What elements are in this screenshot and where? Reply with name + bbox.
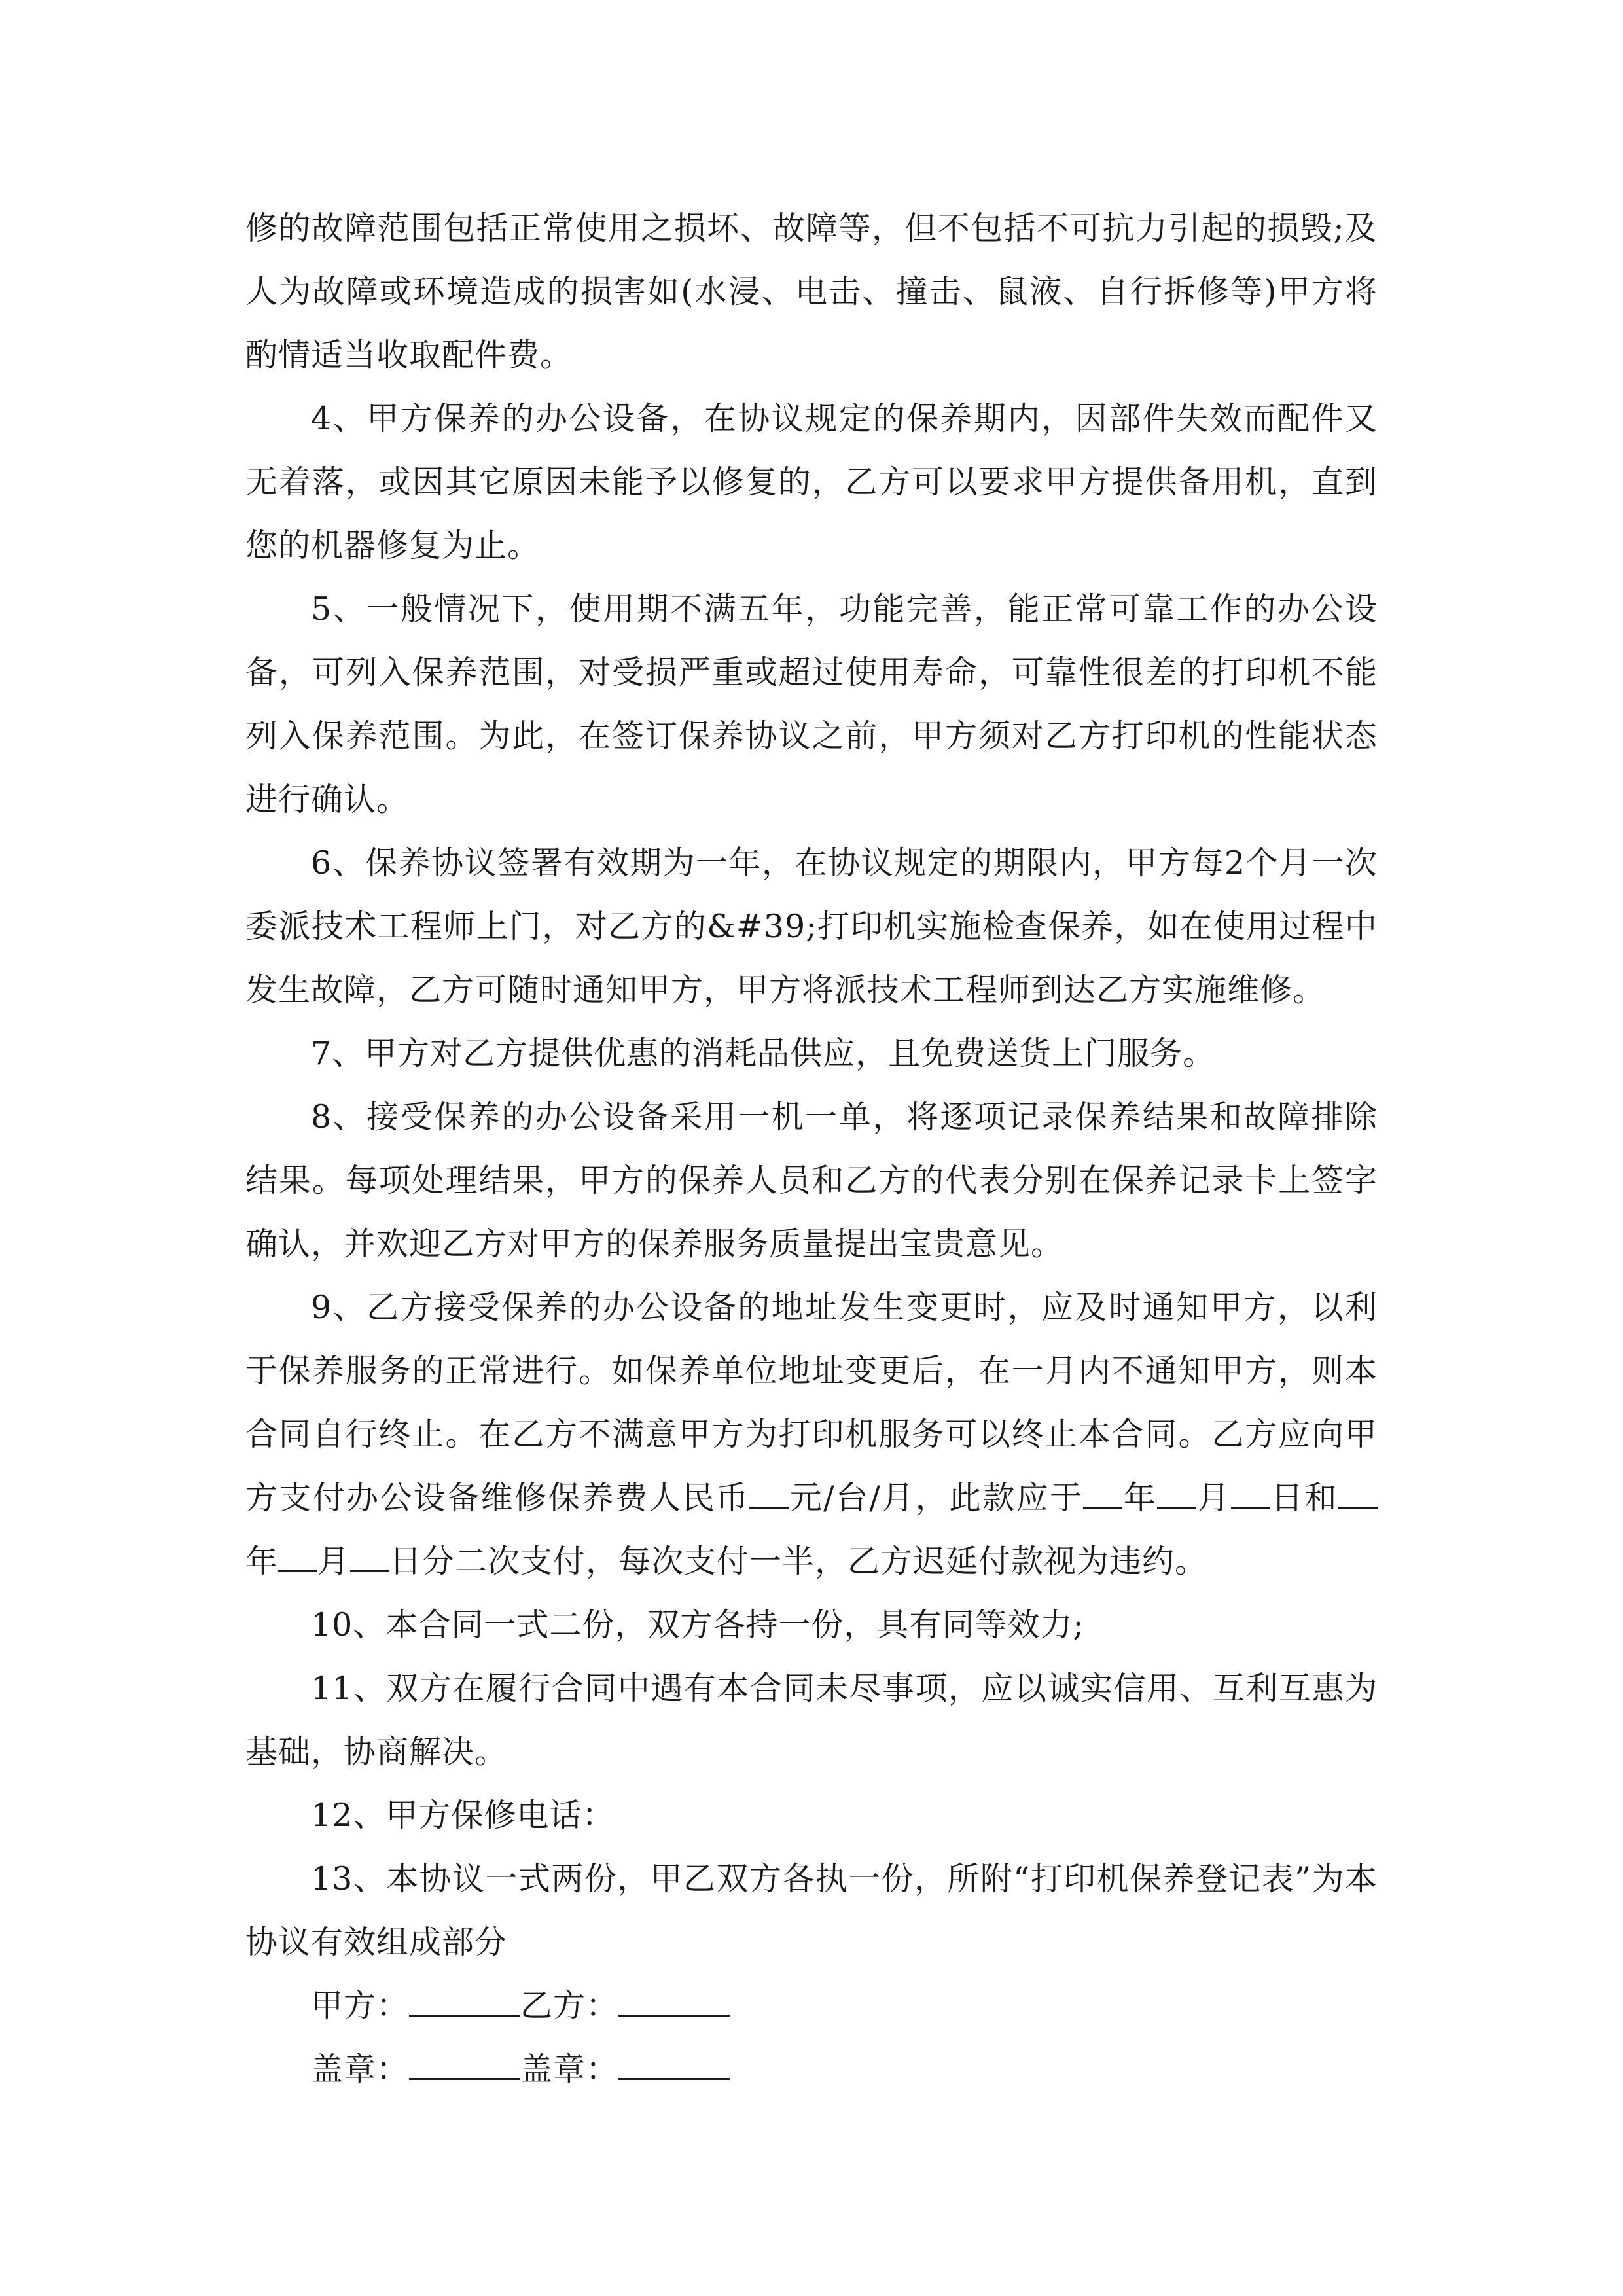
date-label-year-2: 年 <box>245 1543 279 1580</box>
party-a-label: 甲方： <box>311 1987 410 2024</box>
date-label-month-1: 月 <box>1196 1479 1231 1516</box>
clause-5: 5、一般情况下，使用期不满五年，功能完善，能正常可靠工作的办公设备，可列入保养范围，对受损严重或超过使用寿命，可靠性很差的打印机不能列入保养范围。为此，在签订保养协议之前，甲方须对乙方打印机的性能状态进行确认。 <box>245 590 1378 818</box>
clause-7: 7、甲方对乙方提供优惠的消耗品供应，且免费送货上门服务。 <box>311 1035 1216 1072</box>
date-blank-day-2 <box>350 1539 389 1572</box>
date-blank-year-1 <box>1083 1476 1122 1509</box>
signature-line <box>245 1974 1378 2037</box>
date-label-day-1: 日和 <box>1270 1479 1338 1516</box>
clause-10: 10、本合同一式二份，双方各持一份，具有同等效力; <box>311 1606 1084 1643</box>
party-a-blank <box>409 1984 520 2017</box>
clause-11: 11、双方在履行合同中遇有本合同未尽事项，应以诚实信用、互利互惠为基础，协商解决。 <box>245 1670 1378 1770</box>
clause-9 <box>245 1276 1378 1593</box>
fee-amount-blank <box>749 1476 789 1509</box>
clause-4: 4、甲方保养的办公设备，在协议规定的保养期内，因部件失效而配件又无着落，或因其它原因未能予以修复的，乙方可以要求甲方提供备用机，直到您的机器修复为止。 <box>245 400 1378 564</box>
clause-9-text: 9、乙方接受保养的办公设备的地址发生变更时，应及时通知甲方，以利于保养服务的正常进行。如保养单位地址变更后，在一月内不通知甲方，则本合同自行终止。在乙方不满意甲方为打印机服务可以终止本合同。乙方应向甲方支付办公设备维修保养费人民币 <box>245 1289 1378 1516</box>
seal-b-blank <box>618 2047 730 2080</box>
contract-body <box>245 196 1378 2101</box>
date-blank-year-2 <box>1338 1476 1378 1509</box>
date-label-year-1: 年 <box>1122 1479 1158 1516</box>
seal-b-label: 盖章： <box>520 2051 619 2088</box>
seal-a-blank <box>409 2047 520 2080</box>
seal-a-label: 盖章： <box>311 2051 410 2088</box>
clause-3-continuation: 修的故障范围包括正常使用之损坏、故障等，但不包括不可抗力引起的损毁;及人为故障或环境造成的损害如(水浸、电击、撞击、鼠液、自行拆修等)甲方将酌情适当收取配件费。 <box>245 209 1378 374</box>
seal-line <box>245 2037 1378 2101</box>
date-label-payment-terms: 日分二次支付，每次支付一半，乙方迟延付款视为违约。 <box>389 1543 1208 1580</box>
clause-6: 6、保养协议签署有效期为一年，在协议规定的期限内，甲方每2个月一次委派技术工程师上门，对乙方的&#39;打印机实施检查保养，如在使用过程中发生故障，乙方可随时通知甲方，甲方将派技术工程师到达乙方实施维修。 <box>245 844 1378 1009</box>
clause-13: 13、本协议一式两份，甲乙双方各执一份，所附“打印机保养登记表”为本协议有效组成部分 <box>245 1860 1378 1961</box>
clause-8: 8、接受保养的办公设备采用一机一单，将逐项记录保养结果和故障排除结果。每项处理结果，甲方的保养人员和乙方的代表分别在保养记录卡上签字确认，并欢迎乙方对甲方的保养服务质量提出宝贵意见。 <box>245 1098 1378 1263</box>
party-b-label: 乙方： <box>520 1987 619 2024</box>
date-blank-month-2 <box>278 1539 317 1572</box>
fee-unit-text: 元/台/月，此款应于 <box>789 1479 1084 1516</box>
date-label-month-2: 月 <box>317 1543 351 1580</box>
party-b-blank <box>618 1984 730 2017</box>
date-blank-day-1 <box>1231 1476 1270 1509</box>
clause-12: 12、甲方保修电话： <box>311 1797 615 1834</box>
date-blank-month-1 <box>1157 1476 1196 1509</box>
